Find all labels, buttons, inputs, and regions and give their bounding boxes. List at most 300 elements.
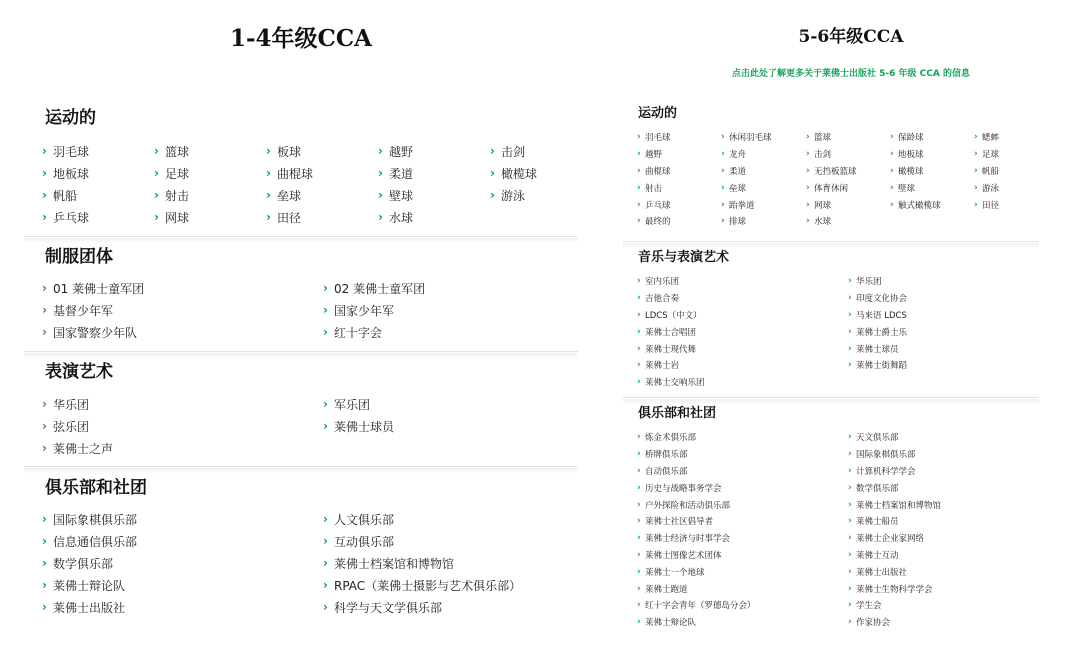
cca-item-label: 莱佛士岩 — [645, 361, 680, 372]
cca-item-label: 天文俱乐部 — [856, 433, 899, 444]
cca-item-label: 户外探险和活动俱乐部 — [645, 500, 731, 511]
cca-list-item[interactable] — [848, 547, 1038, 564]
cca-list-item[interactable] — [637, 429, 848, 446]
chevron-right-icon: › — [637, 465, 641, 476]
cca-item-label: 科学与天文学俱乐部 — [334, 600, 443, 615]
cca-item-label: 曲棍球 — [277, 166, 314, 181]
cca-item-label: 篮球 — [165, 144, 190, 159]
page-title: 5-6年级CCA — [798, 27, 904, 47]
chevron-right-icon: › — [848, 343, 852, 354]
cca-list-item[interactable] — [42, 162, 154, 184]
chevron-right-icon: › — [806, 216, 810, 227]
chevron-right-icon: › — [806, 165, 810, 176]
cca-list-item[interactable] — [637, 146, 721, 163]
chevron-right-icon: › — [848, 326, 852, 337]
chevron-right-icon: › — [266, 188, 271, 202]
cca-item-label: 军乐团 — [334, 397, 371, 412]
cca-list-item[interactable] — [378, 162, 490, 184]
chevron-right-icon: › — [378, 188, 383, 202]
chevron-right-icon: › — [974, 149, 978, 160]
cca-list-item[interactable] — [637, 340, 848, 357]
cca-list-item[interactable] — [806, 163, 890, 180]
section-title: 音乐与表演艺术 — [638, 250, 730, 265]
cca-item-label: 莱佛士交响乐团 — [645, 378, 705, 389]
cca-list-item[interactable] — [637, 357, 848, 374]
cca-list-item[interactable] — [806, 213, 890, 230]
section-divider — [24, 466, 578, 467]
section-title: 表演艺术 — [45, 362, 113, 382]
chevron-right-icon: › — [848, 449, 852, 460]
cca-item-label: 莱佛士辩论队 — [645, 618, 697, 629]
cca-list-item[interactable] — [848, 530, 1038, 547]
cca-list-item[interactable] — [323, 552, 583, 574]
cca-item-label: 华乐团 — [53, 397, 90, 412]
cca-list — [637, 129, 1039, 230]
cca-item-label: 篮球 — [814, 133, 832, 144]
cca-list-item[interactable] — [806, 129, 890, 146]
cca-list-item[interactable] — [890, 129, 974, 146]
cca-list-item[interactable] — [721, 213, 806, 230]
cca-item-label: 网球 — [814, 200, 832, 211]
cca-item-label: 莱佛士互动 — [856, 550, 899, 561]
cca-list-item[interactable] — [637, 290, 848, 307]
cca-list-item[interactable] — [848, 513, 1038, 530]
chevron-right-icon: › — [266, 210, 271, 224]
chevron-right-icon: › — [637, 216, 641, 227]
cca-list-item[interactable] — [637, 307, 848, 324]
cca-list-item[interactable] — [323, 415, 583, 437]
cca-list-item[interactable] — [42, 437, 323, 459]
chevron-right-icon: › — [974, 132, 978, 143]
cca-item-label: 莱佛士出版社 — [856, 567, 908, 578]
cca-item-label: 莱佛士社区倡导者 — [645, 517, 714, 528]
cca-list-item[interactable] — [637, 163, 721, 180]
cca-list-item[interactable] — [42, 574, 323, 596]
cca-list — [637, 273, 1039, 391]
chevron-right-icon: › — [637, 293, 641, 304]
info-link[interactable]: 点击此处了解更多关于莱佛士出版社 5-6 年级 CCA 的信息 — [732, 69, 970, 79]
cca-item-label: 华乐团 — [856, 277, 882, 288]
cca-item-label: 蟋蟀 — [982, 133, 1000, 144]
cca-list-item[interactable] — [806, 146, 890, 163]
cca-item-label: 地板球 — [898, 150, 924, 161]
cca-item-label: 桥牌俱乐部 — [645, 450, 688, 461]
cca-item-label: 莱佛士一个地球 — [645, 567, 705, 578]
cca-list-item[interactable] — [42, 552, 323, 574]
cca-list-item[interactable] — [848, 357, 1038, 374]
cca-item-label: 垒球 — [277, 188, 302, 203]
cca-list-item[interactable] — [848, 614, 1038, 631]
chevron-right-icon: › — [42, 281, 47, 295]
cca-list-item[interactable] — [42, 393, 323, 415]
chevron-right-icon: › — [154, 144, 159, 158]
chevron-right-icon: › — [490, 188, 495, 202]
cca-item-label: 吉他合奏 — [645, 294, 680, 305]
cca-list-item[interactable] — [323, 596, 583, 618]
chevron-right-icon: › — [323, 419, 328, 433]
chevron-right-icon: › — [974, 182, 978, 193]
cca-item-label: 炼金术俱乐部 — [645, 433, 697, 444]
cca-list-item[interactable] — [42, 299, 323, 321]
cca-item-label: 02 莱佛士童军团 — [334, 281, 426, 296]
cca-list-item[interactable] — [848, 463, 1038, 480]
cca-list-item[interactable] — [848, 446, 1038, 463]
cca-list-item[interactable] — [42, 530, 323, 552]
cca-item-label: 游泳 — [982, 183, 1000, 194]
cca-list-item[interactable] — [637, 547, 848, 564]
cca-list — [42, 140, 578, 228]
cca-item-label: 莱佛士辩论队 — [53, 578, 126, 593]
section-title: 俱乐部和社团 — [638, 406, 717, 421]
cca-item-label: 计算机科学学会 — [856, 466, 916, 477]
cca-item-label: 击剑 — [814, 150, 832, 161]
cca-item-label: 羽毛球 — [53, 144, 90, 159]
chevron-right-icon: › — [42, 325, 47, 339]
cca-list-item[interactable] — [721, 129, 806, 146]
cca-item-label: 印度文化协会 — [856, 294, 908, 305]
cca-list-item[interactable] — [637, 580, 848, 597]
cca-list-item[interactable] — [848, 429, 1038, 446]
chevron-right-icon: › — [848, 432, 852, 443]
cca-list-item[interactable] — [637, 479, 848, 496]
chevron-right-icon: › — [637, 165, 641, 176]
cca-item-label: 田径 — [277, 210, 302, 225]
cca-list-item[interactable] — [42, 140, 154, 162]
cca-list-item[interactable] — [721, 163, 806, 180]
chevron-right-icon: › — [974, 199, 978, 210]
cca-list-item[interactable] — [721, 146, 806, 163]
cca-item-label: 垒球 — [729, 183, 747, 194]
cca-list-item[interactable] — [637, 179, 721, 196]
chevron-right-icon: › — [637, 182, 641, 193]
cca-list-item[interactable] — [266, 206, 378, 228]
chevron-right-icon: › — [848, 482, 852, 493]
cca-item-label: 板球 — [277, 144, 302, 159]
cca-list-item[interactable] — [637, 530, 848, 547]
cca-list-item[interactable] — [890, 179, 974, 196]
chevron-right-icon: › — [806, 132, 810, 143]
cca-item-label: 田径 — [982, 200, 1000, 211]
cca-list-item[interactable] — [637, 374, 848, 391]
cca-list-item[interactable] — [323, 277, 583, 299]
chevron-right-icon: › — [323, 600, 328, 614]
chevron-right-icon: › — [323, 534, 328, 548]
cca-list — [637, 429, 1039, 631]
cca-item-label: 帆船 — [53, 188, 78, 203]
cca-list-item[interactable] — [42, 415, 323, 437]
chevron-right-icon: › — [323, 325, 328, 339]
cca-list-item[interactable] — [637, 273, 848, 290]
cca-list — [42, 277, 578, 343]
cca-list-item[interactable] — [637, 614, 848, 631]
cca-panel-grade-5-6 — [623, 0, 1039, 653]
cca-item-label: 数学俱乐部 — [856, 483, 899, 494]
chevron-right-icon: › — [637, 583, 641, 594]
chevron-right-icon: › — [637, 360, 641, 371]
chevron-right-icon: › — [637, 432, 641, 443]
cca-list-item[interactable] — [637, 323, 848, 340]
cca-list-item[interactable] — [637, 597, 848, 614]
cca-list-item[interactable] — [848, 290, 1038, 307]
chevron-right-icon: › — [323, 303, 328, 317]
cca-item-label: 01 莱佛士童军团 — [53, 281, 145, 296]
chevron-right-icon: › — [637, 309, 641, 320]
chevron-right-icon: › — [890, 165, 894, 176]
cca-item-label: 地板球 — [53, 166, 90, 181]
cca-item-label: LDCS（中文） — [645, 310, 702, 321]
cca-item-label: 击剑 — [501, 144, 526, 159]
cca-list-item[interactable] — [806, 179, 890, 196]
chevron-right-icon: › — [721, 132, 725, 143]
chevron-right-icon: › — [848, 549, 852, 560]
chevron-right-icon: › — [42, 534, 47, 548]
chevron-right-icon: › — [848, 293, 852, 304]
cca-list-item[interactable] — [637, 463, 848, 480]
cca-list-item[interactable] — [848, 307, 1038, 324]
cca-list-item[interactable] — [848, 580, 1038, 597]
cca-list-item[interactable] — [266, 162, 378, 184]
section-title: 运动的 — [45, 108, 96, 128]
chevron-right-icon: › — [637, 600, 641, 611]
cca-list-item[interactable] — [154, 206, 266, 228]
chevron-right-icon: › — [42, 166, 47, 180]
cca-list-item[interactable] — [637, 446, 848, 463]
cca-item-label: 莱佛士跑道 — [645, 584, 688, 595]
cca-list-item[interactable] — [42, 184, 154, 206]
chevron-right-icon: › — [637, 449, 641, 460]
chevron-right-icon: › — [42, 512, 47, 526]
chevron-right-icon: › — [637, 566, 641, 577]
cca-list-item[interactable] — [42, 277, 323, 299]
cca-list-item[interactable] — [848, 273, 1038, 290]
chevron-right-icon: › — [637, 516, 641, 527]
cca-list-item[interactable] — [490, 184, 602, 206]
cca-list-item[interactable] — [637, 513, 848, 530]
cca-item-label: 互动俱乐部 — [334, 534, 395, 549]
cca-item-label: 自动俱乐部 — [645, 466, 688, 477]
chevron-right-icon: › — [266, 166, 271, 180]
chevron-right-icon: › — [806, 182, 810, 193]
chevron-right-icon: › — [637, 149, 641, 160]
chevron-right-icon: › — [266, 144, 271, 158]
cca-list-item[interactable] — [323, 321, 583, 343]
cca-list-item[interactable] — [637, 129, 721, 146]
cca-list-item[interactable] — [323, 299, 583, 321]
chevron-right-icon: › — [637, 499, 641, 510]
cca-item-label: 网球 — [165, 210, 190, 225]
chevron-right-icon: › — [490, 144, 495, 158]
cca-list-item[interactable] — [890, 196, 974, 213]
cca-item-label: 休闲羽毛球 — [729, 133, 772, 144]
cca-item-label: 体育休闲 — [814, 183, 849, 194]
chevron-right-icon: › — [42, 397, 47, 411]
cca-item-label: 室内乐团 — [645, 277, 680, 288]
cca-item-label: 射击 — [645, 183, 663, 194]
chevron-right-icon: › — [42, 419, 47, 433]
chevron-right-icon: › — [378, 210, 383, 224]
cca-item-label: 莱佛士经济与时事学会 — [645, 534, 731, 545]
cca-item-label: 莱佛士企业家网络 — [856, 534, 925, 545]
chevron-right-icon: › — [378, 166, 383, 180]
chevron-right-icon: › — [974, 165, 978, 176]
cca-item-label: 最终的 — [645, 217, 671, 228]
cca-list-item[interactable] — [266, 184, 378, 206]
section-divider — [623, 241, 1039, 242]
cca-list-item[interactable] — [974, 129, 1039, 146]
cca-item-label: 国际象棋俱乐部 — [856, 450, 916, 461]
chevron-right-icon: › — [323, 578, 328, 592]
chevron-right-icon: › — [323, 397, 328, 411]
cca-item-label: 国家少年军 — [334, 303, 395, 318]
cca-list-item[interactable] — [323, 393, 583, 415]
cca-list-item[interactable] — [323, 508, 583, 530]
cca-list-item[interactable] — [490, 140, 602, 162]
chevron-right-icon: › — [721, 182, 725, 193]
cca-item-label: 国际象棋俱乐部 — [53, 512, 138, 527]
cca-list-item[interactable] — [848, 323, 1038, 340]
cca-list-item[interactable] — [890, 146, 974, 163]
chevron-right-icon: › — [154, 166, 159, 180]
cca-list-item[interactable] — [323, 530, 583, 552]
cca-item-label: 莱佛士街舞蹈 — [856, 361, 908, 372]
chevron-right-icon: › — [323, 281, 328, 295]
cca-list-item[interactable] — [721, 179, 806, 196]
cca-item-label: 射击 — [165, 188, 190, 203]
cca-list-item[interactable] — [637, 563, 848, 580]
chevron-right-icon: › — [848, 309, 852, 320]
cca-item-label: 数学俱乐部 — [53, 556, 114, 571]
chevron-right-icon: › — [890, 132, 894, 143]
chevron-right-icon: › — [42, 188, 47, 202]
cca-list-item[interactable] — [890, 163, 974, 180]
cca-item-label: 越野 — [645, 150, 663, 161]
cca-item-label: 橄榄球 — [501, 166, 538, 181]
chevron-right-icon: › — [890, 199, 894, 210]
chevron-right-icon: › — [848, 276, 852, 287]
cca-item-label: 水球 — [389, 210, 414, 225]
cca-item-label: 壁球 — [389, 188, 414, 203]
cca-list-item[interactable] — [974, 196, 1039, 213]
cca-item-label: 莱佛士档案馆和博物馆 — [334, 556, 455, 571]
chevron-right-icon: › — [806, 149, 810, 160]
cca-list-item[interactable] — [848, 479, 1038, 496]
cca-item-label: 莱佛士合唱团 — [645, 327, 697, 338]
cca-item-label: 人文俱乐部 — [334, 512, 395, 527]
chevron-right-icon: › — [637, 533, 641, 544]
cca-list-item[interactable] — [974, 179, 1039, 196]
section-divider — [623, 397, 1039, 398]
cca-item-label: 排球 — [729, 217, 747, 228]
cca-item-label: 历史与战略事务学会 — [645, 483, 722, 494]
chevron-right-icon: › — [848, 583, 852, 594]
section-title: 俱乐部和社团 — [45, 478, 147, 498]
chevron-right-icon: › — [154, 210, 159, 224]
section-title: 制服团体 — [45, 247, 113, 267]
chevron-right-icon: › — [848, 516, 852, 527]
cca-list-item[interactable] — [637, 213, 721, 230]
cca-panel-grade-1-4 — [24, 0, 578, 653]
chevron-right-icon: › — [637, 132, 641, 143]
cca-list-item[interactable] — [637, 196, 721, 213]
cca-list-item[interactable] — [154, 162, 266, 184]
cca-item-label: 莱佛士图像艺术团体 — [645, 550, 722, 561]
chevron-right-icon: › — [848, 617, 852, 628]
chevron-right-icon: › — [890, 182, 894, 193]
cca-item-label: 莱佛士现代舞 — [645, 344, 697, 355]
cca-list-item[interactable] — [154, 140, 266, 162]
chevron-right-icon: › — [42, 210, 47, 224]
chevron-right-icon: › — [806, 199, 810, 210]
cca-list-item[interactable] — [974, 163, 1039, 180]
cca-item-label: 莱佛士球员 — [856, 344, 899, 355]
cca-list-item[interactable] — [323, 574, 583, 596]
cca-list-item[interactable] — [848, 597, 1038, 614]
cca-item-label: 莱佛士生物科学学会 — [856, 584, 933, 595]
cca-item-label: 莱佛士出版社 — [53, 600, 126, 615]
cca-list-item[interactable] — [848, 563, 1038, 580]
cca-item-label: 曲棍球 — [645, 166, 671, 177]
cca-list-item[interactable] — [42, 321, 323, 343]
cca-item-label: 柔道 — [729, 166, 747, 177]
cca-list-item[interactable] — [721, 196, 806, 213]
chevron-right-icon: › — [378, 144, 383, 158]
cca-list-item[interactable] — [848, 340, 1038, 357]
chevron-right-icon: › — [848, 533, 852, 544]
cca-list-item[interactable] — [490, 162, 602, 184]
chevron-right-icon: › — [721, 216, 725, 227]
chevron-right-icon: › — [890, 149, 894, 160]
cca-item-label: 龙舟 — [729, 150, 747, 161]
cca-list-item[interactable] — [378, 140, 490, 162]
chevron-right-icon: › — [637, 199, 641, 210]
cca-item-label: 跆拳道 — [729, 200, 755, 211]
cca-list-item[interactable] — [378, 184, 490, 206]
chevron-right-icon: › — [637, 482, 641, 493]
cca-item-label: 信息通信俱乐部 — [53, 534, 138, 549]
chevron-right-icon: › — [848, 499, 852, 510]
chevron-right-icon: › — [490, 166, 495, 180]
cca-list-item[interactable] — [806, 196, 890, 213]
chevron-right-icon: › — [637, 549, 641, 560]
cca-item-label: 足球 — [982, 150, 1000, 161]
cca-item-label: 橄榄球 — [898, 166, 924, 177]
cca-list-item[interactable] — [42, 206, 154, 228]
chevron-right-icon: › — [42, 600, 47, 614]
cca-list-item[interactable] — [637, 496, 848, 513]
cca-list-item[interactable] — [42, 596, 323, 618]
cca-item-label: RPAC（莱佛士摄影与艺术俱乐部） — [334, 578, 522, 593]
chevron-right-icon: › — [42, 144, 47, 158]
chevron-right-icon: › — [42, 578, 47, 592]
cca-item-label: 红十字会 — [334, 325, 383, 340]
cca-item-label: 触式橄榄球 — [898, 200, 941, 211]
cca-list-item[interactable] — [974, 146, 1039, 163]
cca-list-item[interactable] — [154, 184, 266, 206]
chevron-right-icon: › — [637, 343, 641, 354]
cca-list-item[interactable] — [848, 496, 1038, 513]
chevron-right-icon: › — [42, 303, 47, 317]
cca-list-item[interactable] — [266, 140, 378, 162]
cca-list-item[interactable] — [378, 206, 490, 228]
cca-item-label: 国家警察少年队 — [53, 325, 138, 340]
cca-list — [42, 393, 578, 459]
section-divider — [24, 236, 578, 237]
chevron-right-icon: › — [848, 360, 852, 371]
section-title: 运动的 — [638, 106, 678, 121]
cca-item-label: 莱佛士球员 — [334, 419, 395, 434]
cca-list-item[interactable] — [42, 508, 323, 530]
cca-item-label: 游泳 — [501, 188, 526, 203]
